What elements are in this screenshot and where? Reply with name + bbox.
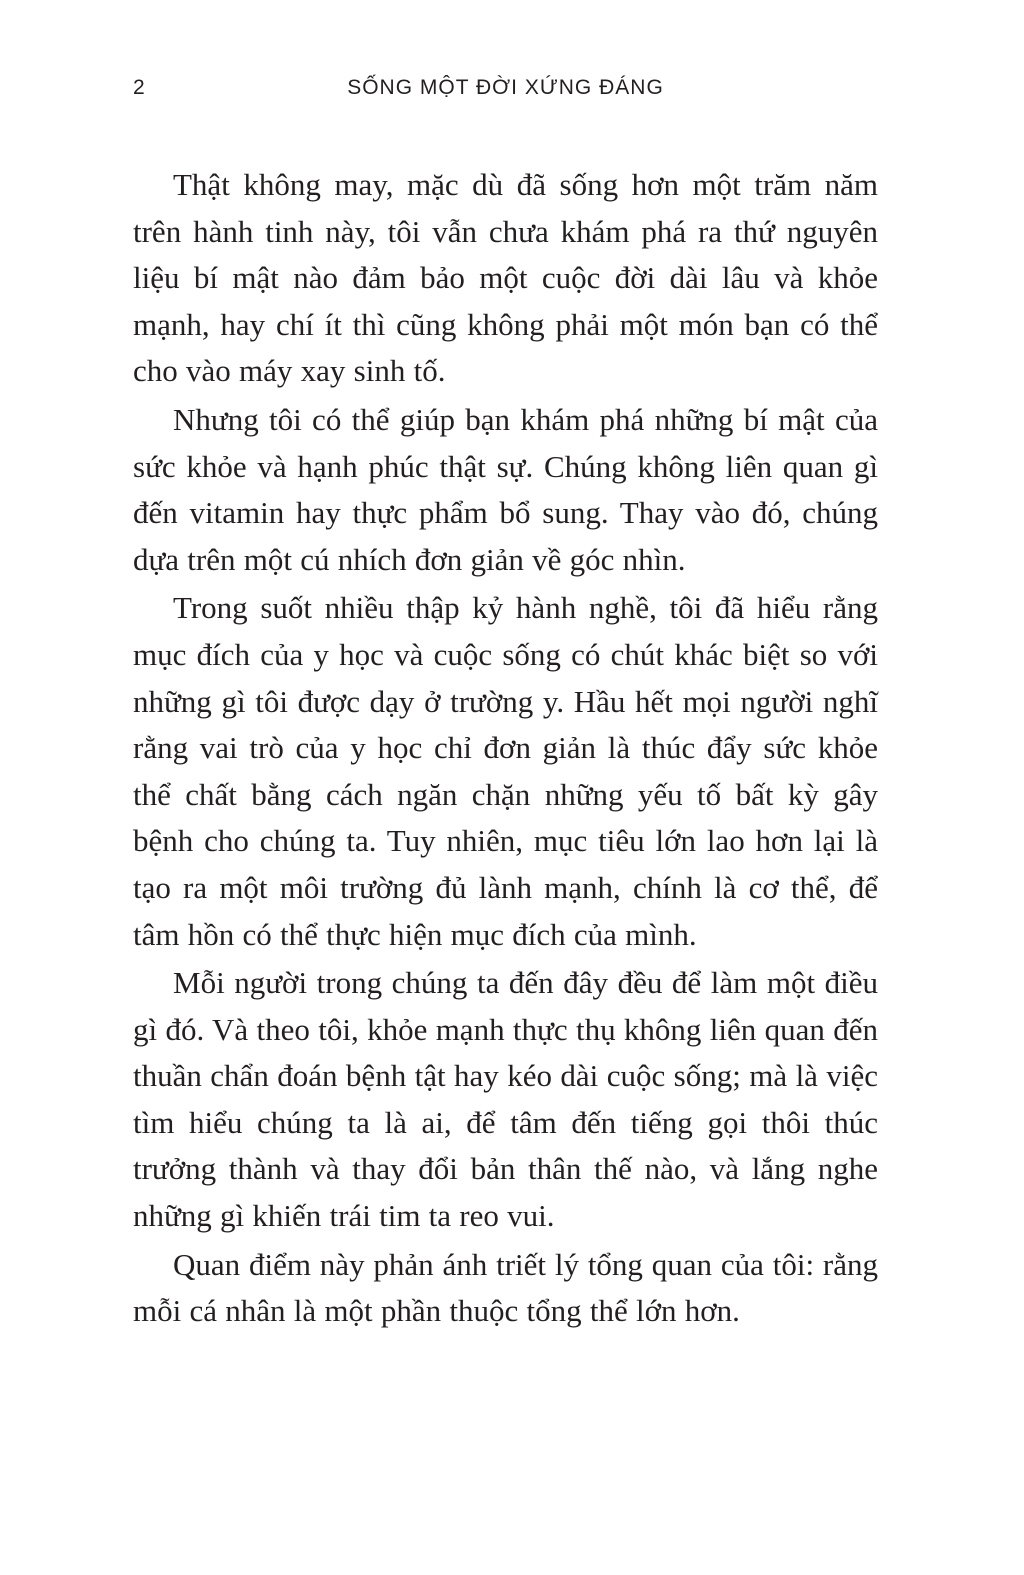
paragraph-5: Quan điểm này phản ánh triết lý tổng quan của tôi: rằng mỗi cá nhân là một phần thuộc tổng thể lớn hơn. [133, 1246, 878, 1329]
body-text [133, 162, 878, 1337]
paragraph-3: Trong suốt nhiều thập kỷ hành nghề, tôi đã hiểu rằng mục đích của y học và cuộc sống có chút khác biệt so với những gì tôi được dạy ở trường y. Hầu hết mọi người nghĩ rằng vai trò của y học chỉ đơn giản là thúc đẩy sức khỏe thể chất bằng cách ngăn chặn những yếu tố bất kỳ gây bệnh cho chúng ta. Tuy nhiên, mục tiêu lớn lao hơn lại là tạo ra một môi trường đủ lành mạnh, chính là cơ thể, để tâm hồn có thể thực hiện mục đích của mình. [133, 590, 878, 952]
paragraph-1: Thật không may, mặc dù đã sống hơn một trăm năm trên hành tinh này, tôi vẫn chưa khám phá ra thứ nguyên liệu bí mật nào đảm bảo một cuộc đời dài lâu và khỏe mạnh, hay chí ít thì cũng không phải một món bạn có thể cho vào máy xay sinh tố. [133, 167, 878, 389]
running-head-title: SỐNG MỘT ĐỜI XỨNG ĐÁNG [347, 76, 664, 99]
paragraph-4: Mỗi người trong chúng ta đến đây đều để làm một điều gì đó. Và theo tôi, khỏe mạnh thực thụ không liên quan đến thuần chẩn đoán bệnh tật hay kéo dài cuộc sống; mà là việc tìm hiểu chúng ta là ai, để tâm đến tiếng gọi thôi thúc trưởng thành và thay đổi bản thân thế nào, và lắng nghe những gì khiến trái tim ta reo vui. [133, 965, 878, 1234]
page-header [133, 72, 878, 106]
paragraph-2: Nhưng tôi có thể giúp bạn khám phá những bí mật của sức khỏe và hạnh phúc thật sự. Chúng không liên quan gì đến vitamin hay thực phẩm bổ sung. Thay vào đó, chúng dựa trên một cú nhích đơn giản về góc nhìn. [133, 401, 878, 577]
page-number: 2 [133, 76, 146, 99]
